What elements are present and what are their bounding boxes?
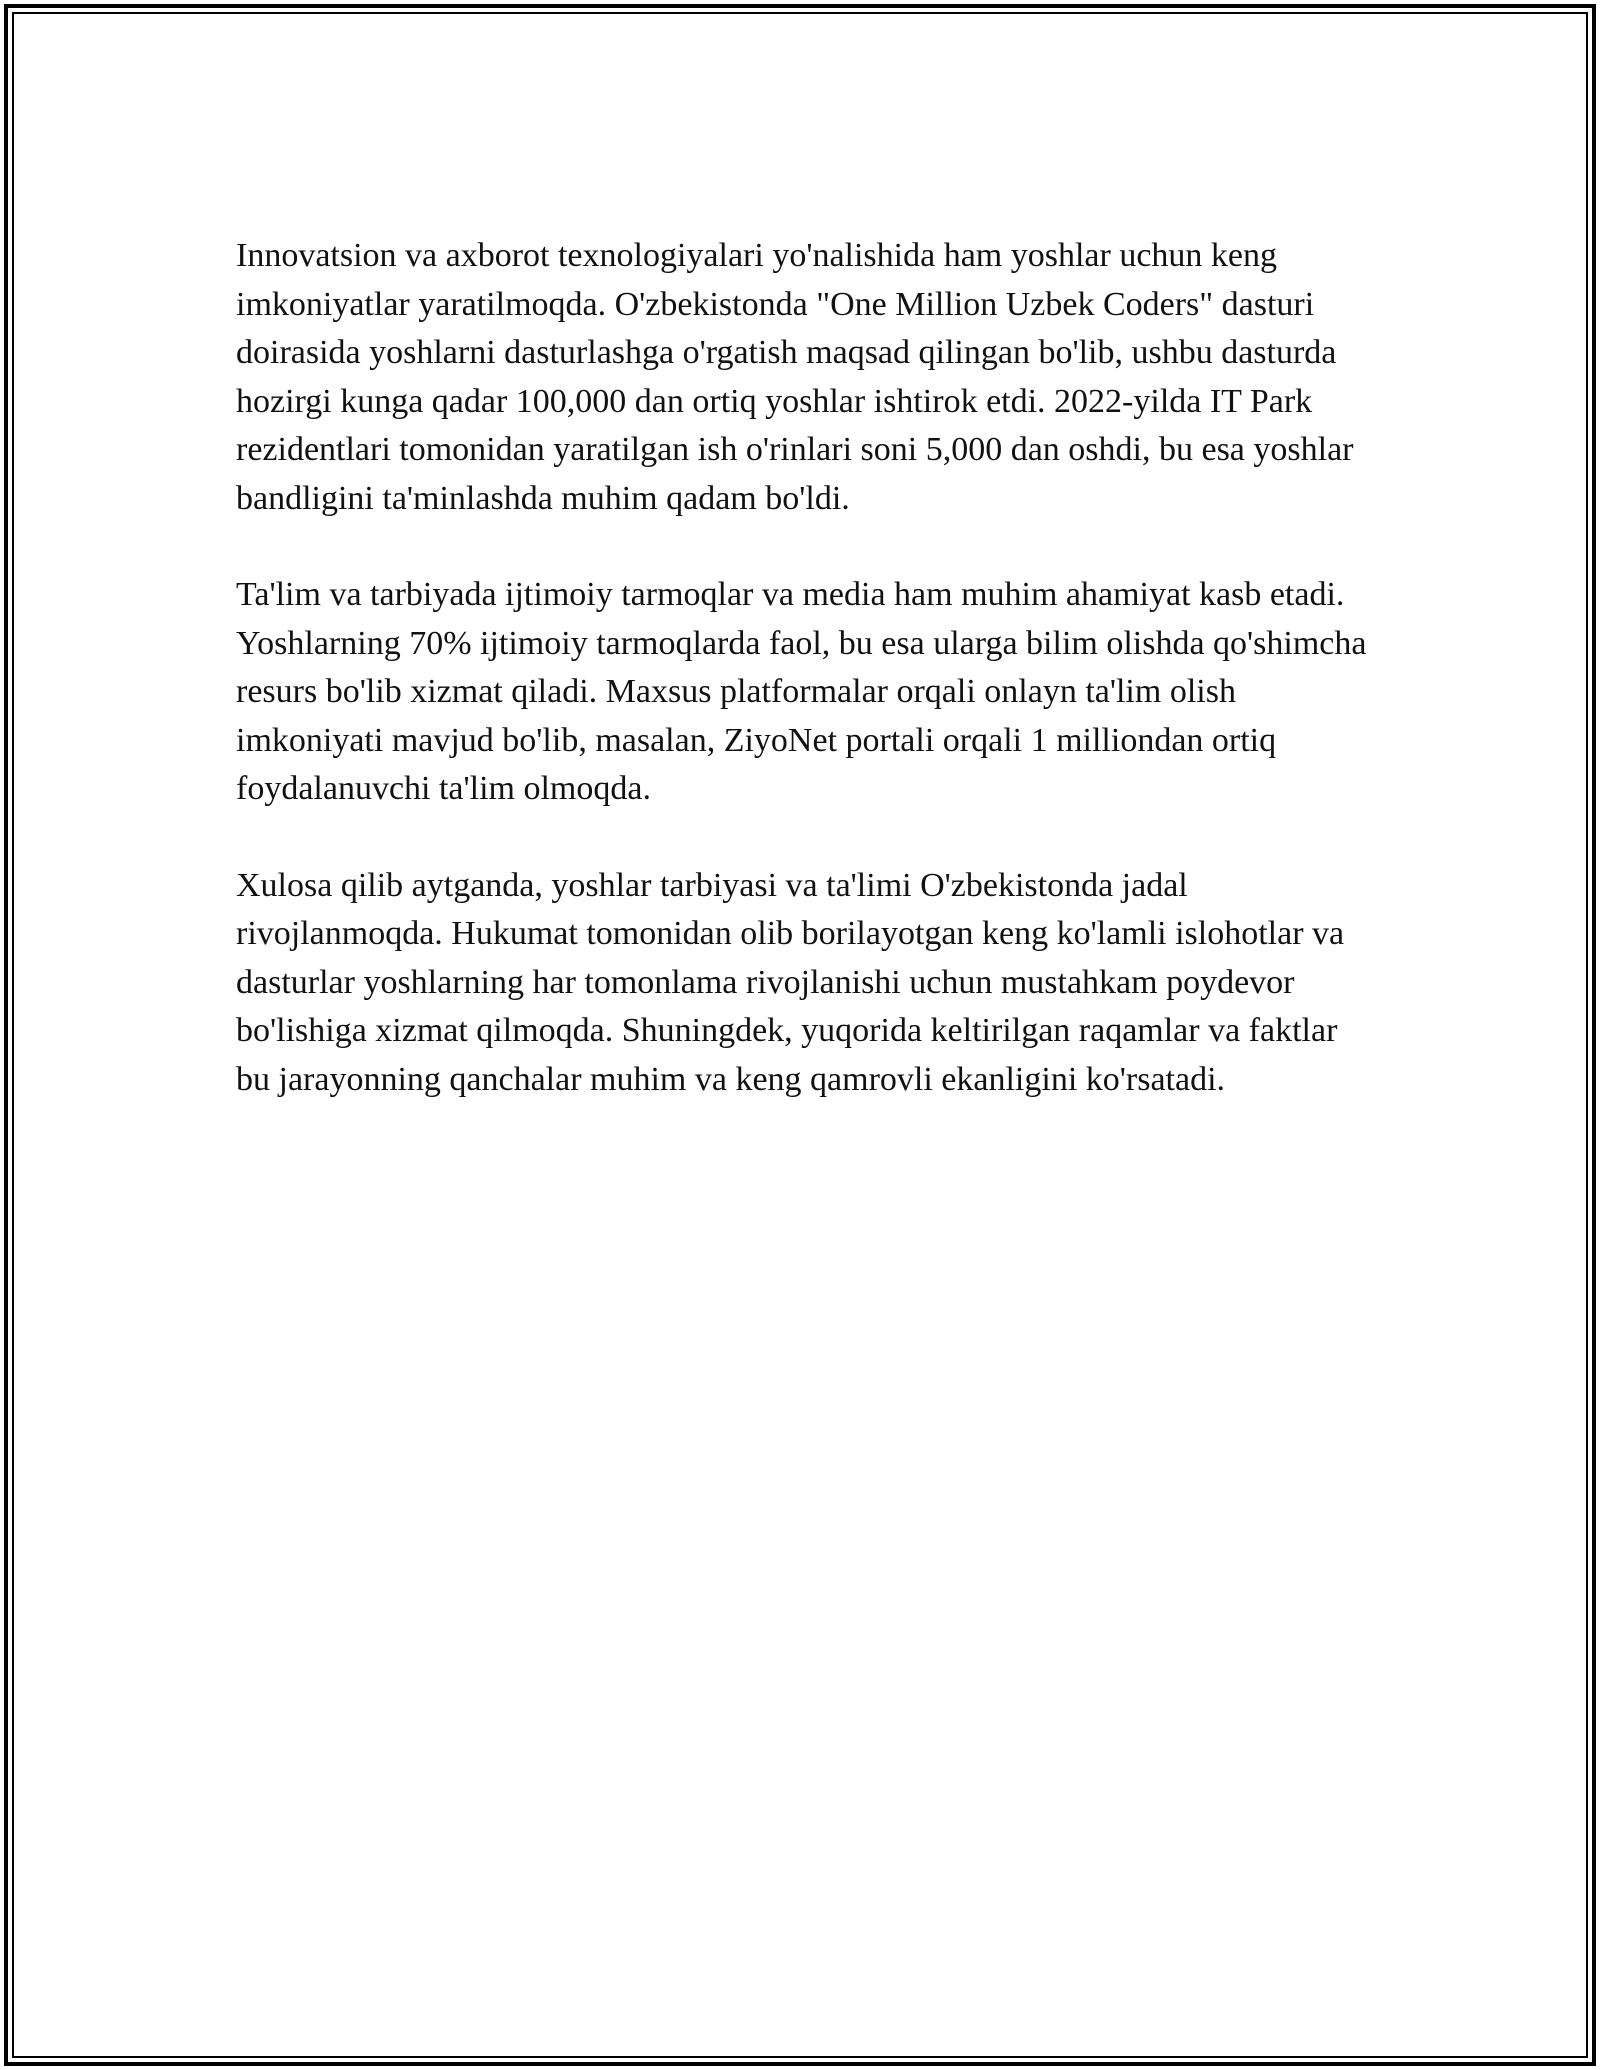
document-body [236, 232, 1371, 1152]
paragraph-conclusion: Xulosa qilib aytganda, yoshlar tarbiyasi va ta'limi O'zbekistonda jadal rivojlanmoqda. Hukumat tomonidan olib borilayotgan keng ko'lamli islohotlar va dasturlar yoshlarning har tomonlama rivojlanishi uchun mustahkam poydevor bo'lishiga xizmat qilmoqda. Shuningdek, yuqorida keltirilgan raqamlar va faktlar bu jarayonning qanchalar muhim va keng qamrovli ekanligini ko'rsatadi. [236, 866, 1345, 1098]
paragraph-it-innovation: Innovatsion va axborot texnologiyalari yo'nalishida ham yoshlar uchun keng imkoniyatlar yaratilmoqda. O'zbekistonda "One Million Uzbek Coders" dasturi doirasida yoshlarni dasturlashga o'rgatish maqsad qilingan bo'lib, ushbu dasturda hozirgi kunga qadar 100,000 dan ortiq yoshlar ishtirok etdi. 2022-yilda IT Park rezidentlari tomonidan yaratilgan ish o'rinlari soni 5,000 dan oshdi, bu esa yoshlar bandligini ta'minlashda muhim qadam bo'ldi. [236, 237, 1354, 517]
paragraph-social-media: Ta'lim va tarbiyada ijtimoiy tarmoqlar va media ham muhim ahamiyat kasb etadi. Yoshlarning 70% ijtimoiy tarmoqlarda faol, bu esa ularga bilim olishda qo'shimcha resurs bo'lib xizmat qiladi. Maxsus platformalar orqali onlayn ta'lim olish imkoniyati mavjud bo'lib, masalan, ZiyoNet portali orqali 1 milliondan ortiq foydalanuvchi ta'lim olmoqda. [236, 576, 1367, 807]
